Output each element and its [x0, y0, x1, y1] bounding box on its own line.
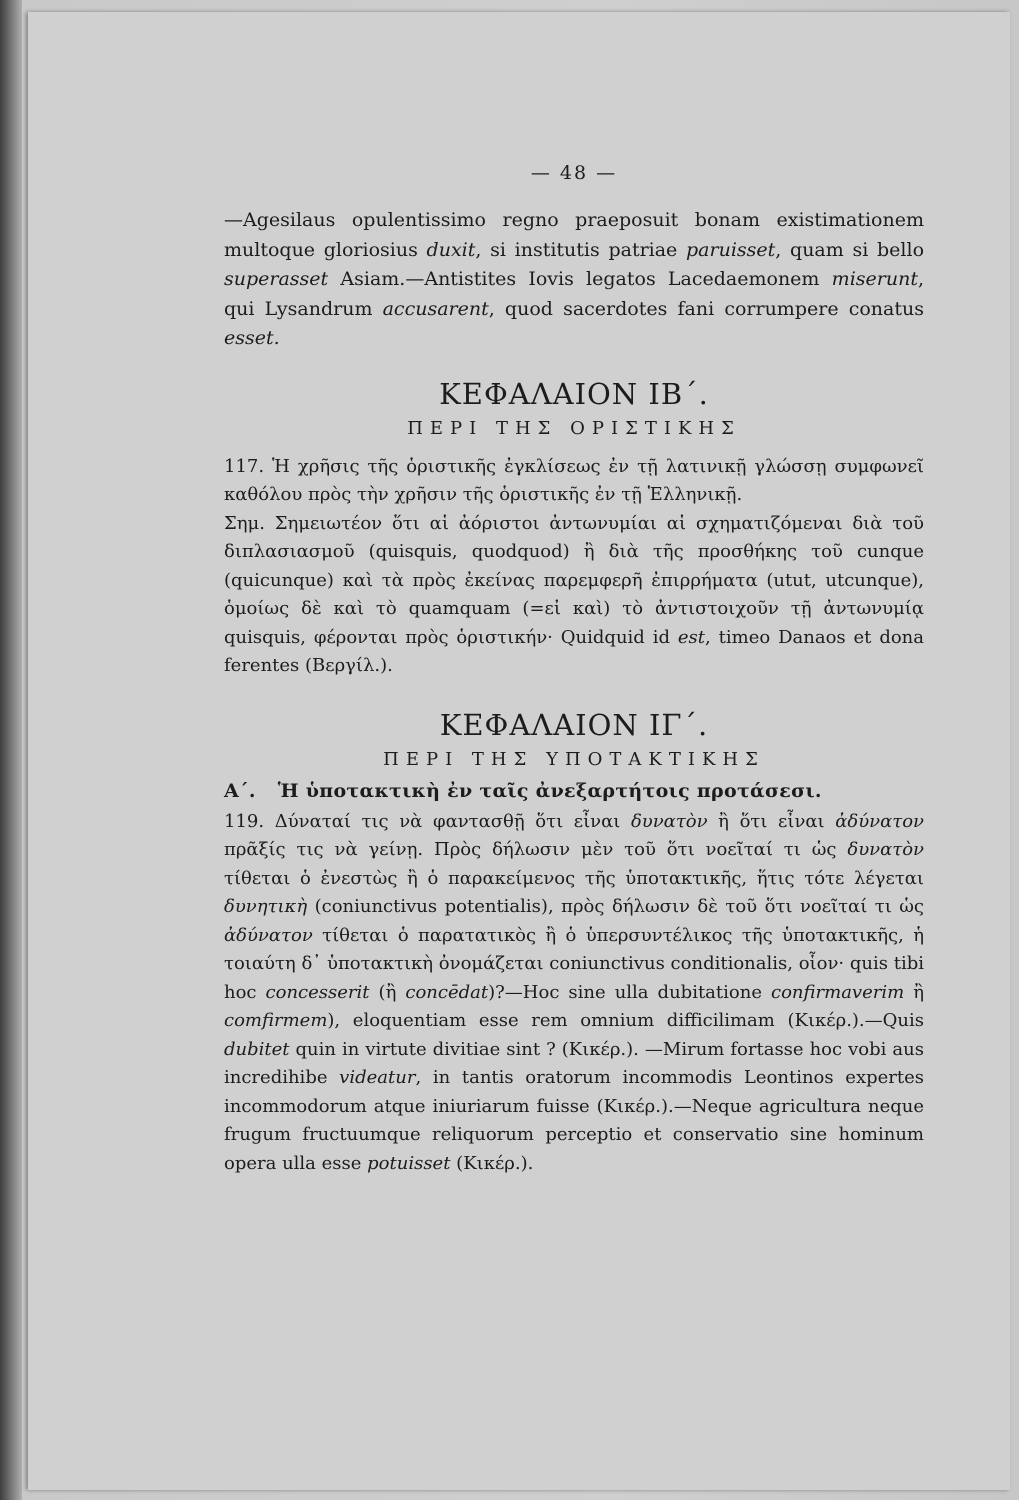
italic-run: δυνατὸν — [847, 839, 924, 860]
text-run: τίθεται ὁ παρατατικὸς ἢ ὁ ὑπερσυντέλικος τῆς ὑποτακτικῆς, ἡ τοιαύτη δ᾽ ὑποτακτικὴ ὀνομάζεται coniunctivus conditionalis, οἷον· quis tibi hoc — [224, 924, 924, 1003]
text-run: (ἢ — [369, 981, 406, 1003]
text-run: Asiam.—Antistites Iovis legatos Lacedaemonem — [328, 268, 832, 290]
text-run: )?—Hoc sine ulla dubitatione — [488, 981, 772, 1003]
section-a-heading — [224, 780, 924, 802]
italic-run: confirmaverim — [771, 981, 905, 1003]
text-run: , in tantis oratorum incommodis Leontinos expertes incommodorum atque iniuriarum fuisse (Κικέρ.).—Neque agricultura neque frugum fructuumque reliquorum perceptio et conservatio sine hominum opera ulla esse — [224, 1067, 924, 1174]
italic-run: δυνητικὴ — [224, 896, 308, 917]
italic-run: concesserit — [265, 981, 370, 1003]
text-run: —Agesilaus opulentissimo regno praeposuit bonam existimationem multoque gloriosius — [224, 209, 924, 261]
text-run: ἢ ὅτι εἶναι — [707, 810, 836, 832]
italic-run: duxit — [426, 238, 476, 261]
text-run: , quod sacerdotes fani corrumpere conatus — [488, 297, 924, 320]
italic-run: superasset — [224, 268, 329, 290]
chapter-12-title: ΚΕΦΑΛΑΙΟΝ ΙΒ΄. — [439, 376, 709, 411]
text-run: , si institutis patriae — [475, 238, 687, 261]
text-run: ἢ — [904, 981, 924, 1003]
chapter-13-title: ΚΕΦΑΛΑΙΟΝ ΙΓ΄. — [439, 707, 709, 742]
italic-run: concēdat — [405, 981, 489, 1003]
italic-run: δυνατὸν — [630, 810, 708, 832]
text-run: quin in virtute divitiae sint ? (Κικέρ.). —Mirum fortasse hoc vobi aus incredihibe — [224, 1038, 924, 1088]
italic-run: est — [677, 626, 706, 648]
italic-run: ἀδύνατον — [835, 810, 924, 832]
book-spine-edge — [0, 0, 22, 1500]
section-letter: Α΄. — [224, 779, 256, 802]
text-run: τίθεται ὁ ἐνεστὼς ἢ ὁ παρακείμενος τῆς ὑποτακτικῆς, ἥτις τότε λέγεται — [224, 867, 924, 889]
text-run: (Κικέρ.). — [450, 1152, 534, 1174]
paragraph-117: 117. Ἡ χρῆσις τῆς ὁριστικῆς ἐγκλίσεως ἐν τῇ λατινικῇ γλώσσῃ συμφωνεῖ καθόλου πρὸς τὴν χρῆσιν τῆς ὁριστικῆς ἐν τῇ Ἑλληνικῇ. — [224, 455, 924, 505]
page-content — [224, 162, 924, 1178]
text-run: , quam si bello — [775, 238, 925, 261]
italic-run: videatur — [339, 1067, 416, 1088]
italic-run: accusarent — [382, 297, 489, 320]
section-title: Ἡ ὑποτακτικὴ ἐν ταῖς ἀνεξαρτήτοις προτάσεσι. — [277, 779, 822, 802]
italic-run: ἀδύνατον — [224, 924, 313, 946]
italic-run: miserunt — [831, 268, 918, 290]
text-run: ), eloquentiam esse rem omnium difficilimam (Κικέρ.).—Quis — [327, 1010, 924, 1031]
italic-run: esset — [224, 327, 274, 349]
text-run: , qui Lysandrum — [224, 268, 924, 320]
text-run: 119. Δύναταί τις νὰ φαντασθῇ ὅτι εἶναι — [224, 810, 631, 832]
note-paragraph — [224, 510, 924, 681]
italic-run: potuisset — [367, 1152, 451, 1174]
text-run: Σημ. Σημειωτέον ὅτι αἱ ἀόριστοι ἀντωνυμίαι αἱ σχηματιζόμεναι διὰ τοῦ διπλασιασμοῦ (quisquis, quodquod) ἢ διὰ τῆς προσθήκης τοῦ cunque (quicunque) καὶ τὰ πρὸς ἐκείνας παρεμφερῆ ἐπιρρήματα (utut, utcunque), ὁμοίως δὲ καὶ τὸ quamquam (=εἰ καὶ) τὸ ἀντιστοιχοῦν τῇ ἀντωνυμίᾳ quisquis, φέρονται πρὸς ὁριστικήν· Quidquid id — [224, 512, 924, 648]
text-run: πρᾶξίς τις νὰ γείνῃ. Πρὸς δήλωσιν μὲν τοῦ ὅτι νοεῖταί τι ὡς — [224, 839, 848, 860]
italic-run: paruisset — [686, 238, 776, 261]
text-run: . — [273, 327, 280, 349]
chapter-12-subtitle: ΠΕΡΙ ΤΗΣ ΟΡΙΣΤΙΚΗΣ — [407, 417, 741, 439]
intro-paragraph — [224, 206, 924, 354]
text-run: (coniunctivus potentialis), πρὸς δήλωσιν δὲ τοῦ ὅτι νοεῖταί τι ὡς — [307, 896, 924, 917]
paragraph-119 — [224, 808, 924, 1179]
italic-run: comfirmem — [224, 1010, 328, 1031]
text-run: , timeo Danaos et dona ferentes (Βεργίλ.). — [224, 626, 924, 676]
book-page — [28, 12, 1010, 1490]
italic-run: dubitet — [224, 1038, 290, 1060]
chapter-13-subtitle: ΠΕΡΙ ΤΗΣ ΥΠΟΤΑΚΤΙΚΗΣ — [383, 748, 765, 770]
page-number: — 48 — — [530, 162, 618, 184]
